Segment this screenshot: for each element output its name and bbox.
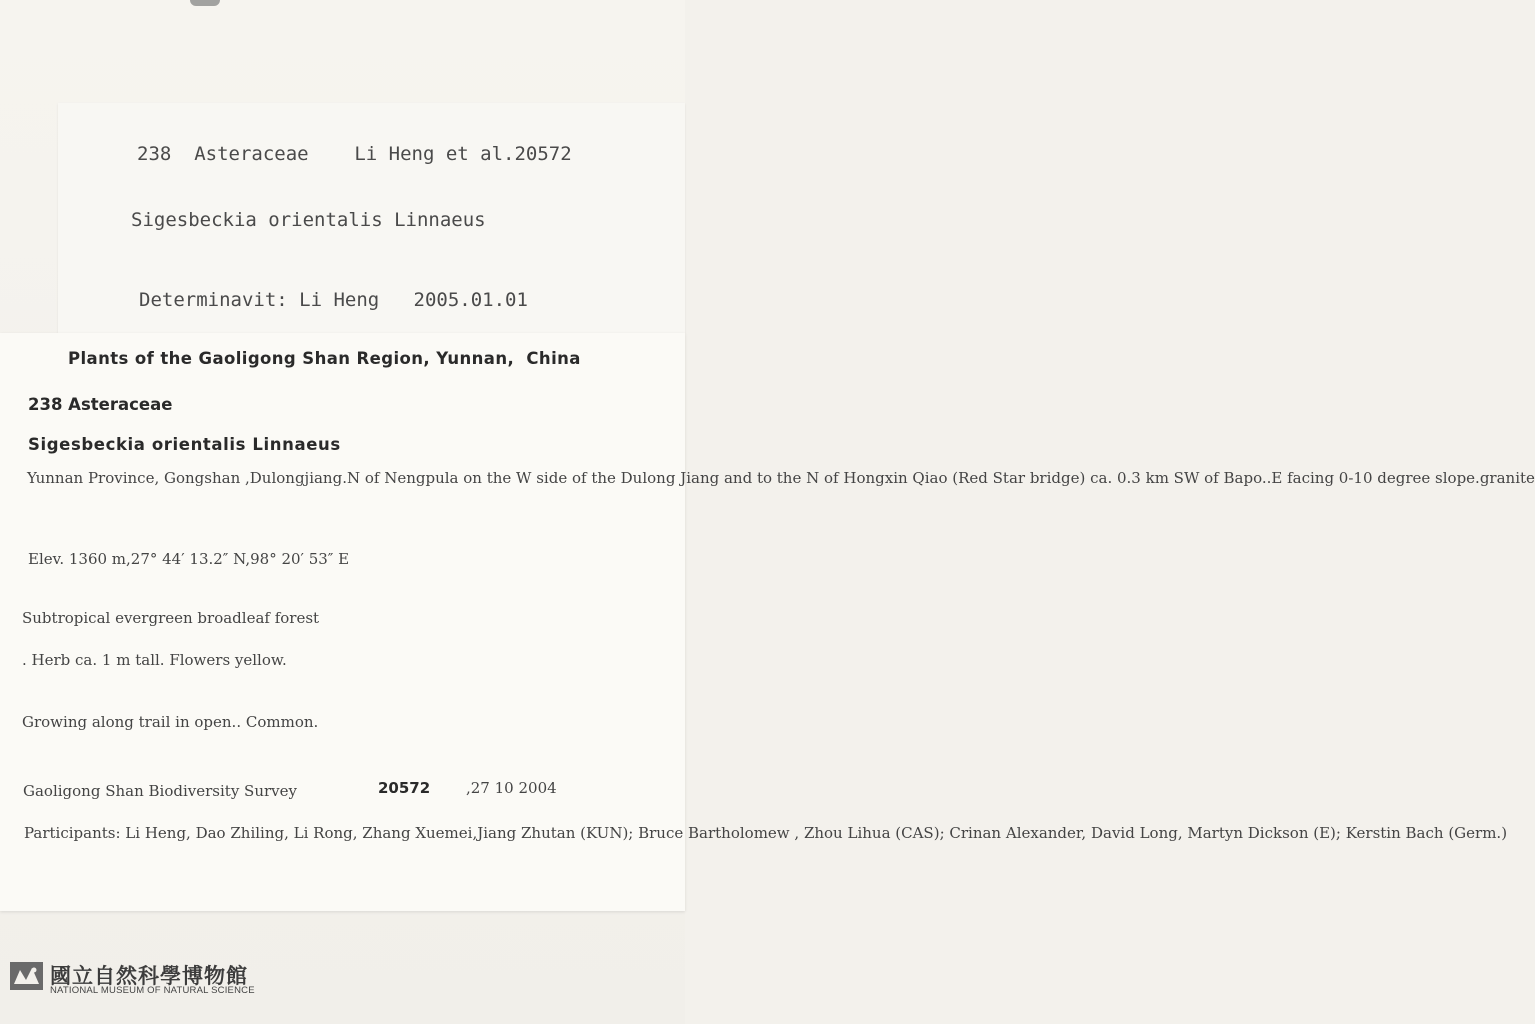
label-survey: Gaoligong Shan Biodiversity Survey — [23, 782, 297, 800]
museum-logo-icon — [10, 962, 43, 990]
det-family-collector: 238 Asteraceae Li Heng et al.20572 — [137, 143, 572, 165]
collection-label — [0, 333, 1535, 911]
label-elevation: Elev. 1360 m,27° 44′ 13.2″ N,98° 20′ 53″ E — [28, 550, 350, 568]
label-family: 238 Asteraceae — [28, 395, 173, 414]
label-growing: Growing along trail in open.. Common. — [22, 713, 319, 731]
label-collection-date: ,27 10 2004 — [466, 779, 557, 797]
label-notes: . Herb ca. 1 m tall. Flowers yellow. — [22, 651, 287, 669]
label-locality: Yunnan Province, Gongshan ,Dulongjiang.N of Nengpula on the W side of the Dulong Jiang and to the N of Hongxin Qiao (Red Star bridge) ca. 0.3 km SW of Bapo..E facing 0-10 degree slope.granite — [27, 469, 1535, 487]
label-collection-number: 20572 — [378, 779, 431, 797]
label-species: Sigesbeckia orientalis Linnaeus — [28, 435, 341, 454]
museum-name-english: NATIONAL MUSEUM OF NATURAL SCIENCE — [50, 985, 255, 996]
determination-slip — [58, 103, 685, 333]
specimen-fragment — [190, 0, 220, 6]
det-determinavit: Determinavit: Li Heng 2005.01.01 — [139, 289, 528, 311]
label-habitat: Subtropical evergreen broadleaf forest — [22, 609, 320, 627]
label-title: Plants of the Gaoligong Shan Region, Yunnan, China — [68, 349, 581, 368]
det-species-name: Sigesbeckia orientalis Linnaeus — [131, 209, 486, 231]
museum-name-chinese: 國立自然科學博物館 — [50, 964, 248, 988]
label-participants: Participants: Li Heng, Dao Zhiling, Li Rong, Zhang Xuemei,Jiang Zhutan (KUN); Bruce Bartholomew , Zhou Lihua (CAS); Crinan Alexander, David Long, Martyn Dickson (E); Kerstin Bach (Germ.) — [24, 824, 1508, 842]
